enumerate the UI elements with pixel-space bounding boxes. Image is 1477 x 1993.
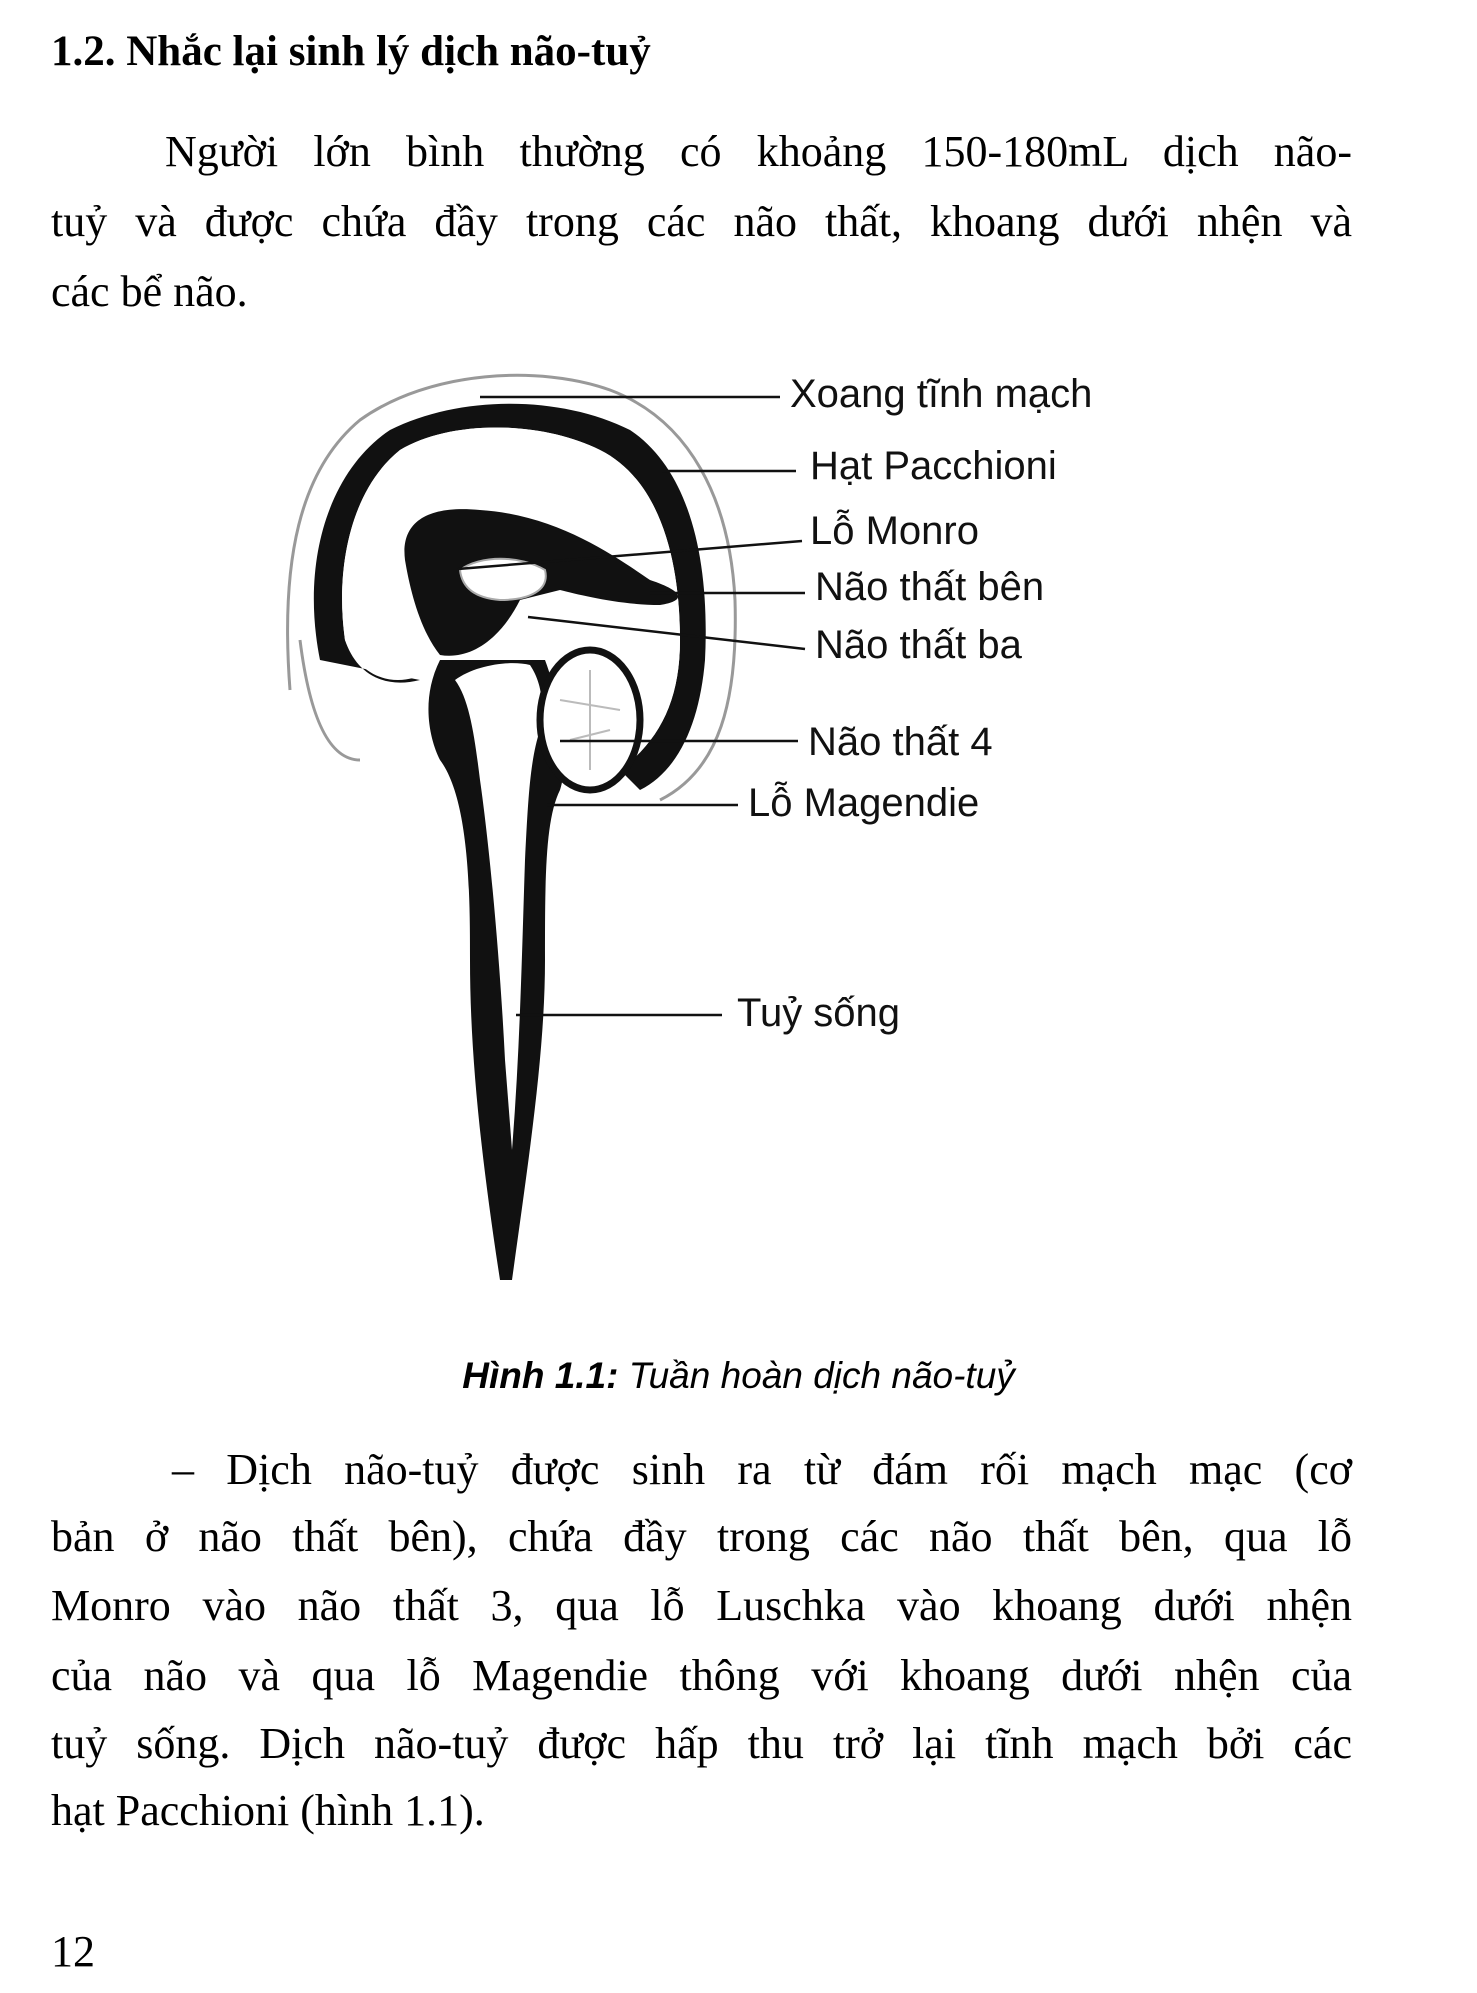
section-heading: 1.2. Nhắc lại sinh lý dịch não-tuỷ: [51, 28, 651, 75]
label-nao-that-ba: Não thất ba: [815, 623, 1022, 667]
paragraph2-line: hạt Pacchioni (hình 1.1).: [51, 1786, 485, 1835]
label-nao-that-4: Não thất 4: [808, 720, 993, 764]
label-lo-monro: Lỗ Monro: [810, 509, 979, 553]
figure-caption: [0, 1356, 1477, 1396]
caption-text: Tuần hoàn dịch não-tuỷ: [618, 1355, 1015, 1396]
label-xoang-tinh-mach: Xoang tĩnh mạch: [790, 372, 1093, 416]
paragraph2-line: tuỷ sống. Dịch não-tuỷ được hấp thu trở lại tĩnh mạch bởi các: [51, 1719, 1352, 1768]
paragraph2-line: Monro vào não thất 3, qua lỗ Luschka vào khoang dưới nhện: [51, 1581, 1352, 1630]
caption-number: Hình 1.1:: [462, 1355, 619, 1396]
paragraph2-line: của não và qua lỗ Magendie thông với khoang dưới nhện của: [51, 1651, 1352, 1700]
label-nao-that-ben: Não thất bên: [815, 565, 1045, 609]
paragraph1-line: tuỷ và được chứa đầy trong các não thất, khoang dưới nhện và: [51, 197, 1352, 246]
paragraph2-line: bản ở não thất bên), chứa đầy trong các não thất bên, qua lỗ: [51, 1512, 1352, 1561]
page-number: 12: [51, 1927, 95, 1976]
label-tuy-song: Tuỷ sống: [737, 991, 901, 1035]
label-hat-pacchioni: Hạt Pacchioni: [810, 444, 1057, 488]
paragraph1-line: các bể não.: [51, 267, 248, 316]
paragraph2-line: – Dịch não-tuỷ được sinh ra từ đám rối mạch mạc (cơ: [172, 1445, 1352, 1494]
brain: [314, 404, 706, 1280]
paragraph1-line: Người lớn bình thường có khoảng 150-180mL dịch não-: [165, 127, 1352, 176]
label-lo-magendie: Lỗ Magendie: [748, 781, 980, 825]
